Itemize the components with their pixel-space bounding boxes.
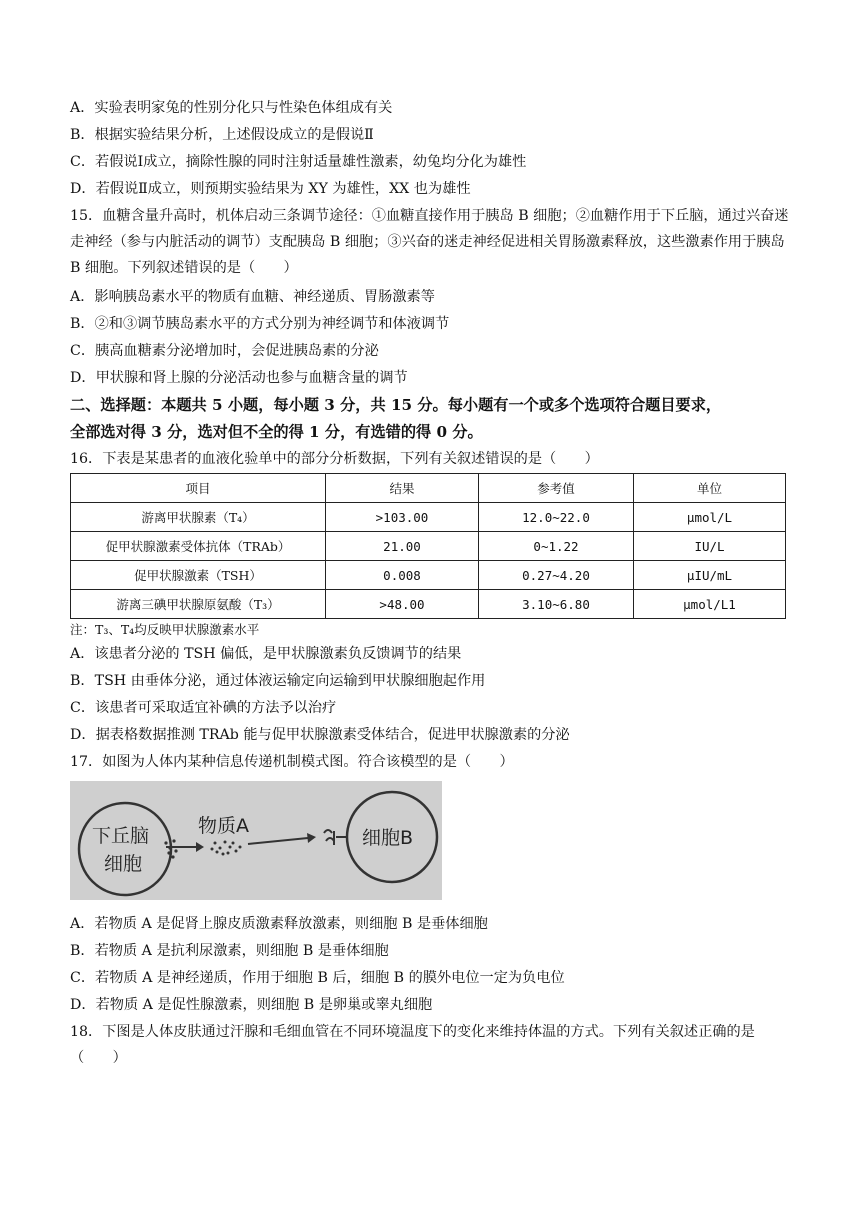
cell-item: 游离甲状腺素（T₄） — [71, 503, 326, 532]
q17-option-c: C．若物质 A 是神经递质，作用于细胞 B 后，细胞 B 的膜外电位一定为负电位 — [70, 970, 565, 986]
q14-option-d: D．若假说Ⅱ成立，则预期实验结果为 XY 为雄性，XX 也为雄性 — [70, 181, 471, 197]
q17-option-b: B．若物质 A 是抗利尿激素，则细胞 B 是垂体细胞 — [70, 943, 389, 959]
cell-reference: 3.10~6.80 — [479, 590, 634, 619]
cell-result: >103.00 — [326, 503, 479, 532]
cell-result: 0.008 — [326, 561, 479, 590]
q14-option-b: B．根据实验结果分析，上述假设成立的是假说Ⅱ — [70, 127, 374, 143]
cell-reference: 0~1.22 — [479, 532, 634, 561]
transport-arrow — [248, 838, 308, 844]
label-hypothalamus: 下丘脑 — [92, 825, 150, 847]
q16-option-d: D．据表格数据推测 TRAb 能与促甲状腺激素受体结合，促进甲状腺激素的分泌 — [70, 727, 570, 743]
cell-unit: μIU/mL — [634, 561, 786, 590]
q14-option-c: C．若假说Ⅰ成立，摘除性腺的同时注射适量雄性激素，幼兔均分化为雄性 — [70, 154, 527, 170]
cell-reference: 12.0~22.0 — [479, 503, 634, 532]
section-heading-line1: 二、选择题：本题共 5 小题，每小题 3 分，共 15 分。每小题有一个或多个选项符合题目要求， — [70, 396, 722, 414]
table-note: 注：T₃、T₄均反映甲状腺激素水平 — [70, 622, 260, 637]
col-header-item: 项目 — [71, 474, 326, 503]
cell-reference: 0.27~4.20 — [479, 561, 634, 590]
label-cell-b: 细胞B — [362, 827, 414, 849]
q17-stem: 17．如图为人体内某种信息传递机制模式图。符合该模型的是（ ） — [70, 754, 514, 770]
q18-stem: 18．下图是人体皮肤通过汗腺和毛细血管在不同环境温度下的变化来维持体温的方式。下列有关叙述正确的是（ ） — [70, 1024, 755, 1066]
col-header-unit: 单位 — [634, 474, 786, 503]
q16-stem: 16．下表是某患者的血液化验单中的部分分析数据，下列有关叙述错误的是（ ） — [70, 451, 599, 467]
cell-item: 游离三碘甲状腺原氨酸（T₃） — [71, 590, 326, 619]
secretion-dots — [164, 839, 241, 858]
table-row — [71, 561, 786, 590]
label-substance-a: 物质A — [198, 815, 249, 837]
q15-stem: 15．血糖含量升高时，机体启动三条调节途径：①血糖直接作用于胰岛 B 细胞；②血糖作用于下丘脑，通过兴奋迷走神经（参与内脏活动的调节）支配胰岛 B 细胞；③兴奋的迷走神经促进相关胃肠激素释放，这些激素作用于胰岛 B 细胞。下列叙述错误的是（ ） — [70, 208, 789, 276]
signal-transmission-figure — [70, 781, 442, 900]
table-row — [71, 532, 786, 561]
q15-option-b: B．②和③调节胰岛素水平的方式分别为神经调节和体液调节 — [70, 316, 450, 332]
q16-option-b: B．TSH 由垂体分泌，通过体液运输定向运输到甲状腺细胞起作用 — [70, 673, 486, 689]
table-row — [71, 590, 786, 619]
cell-unit: IU/L — [634, 532, 786, 561]
q14-option-a: A．实验表明家兔的性别分化只与性染色体组成有关 — [70, 100, 393, 116]
cell-unit: μmol/L — [634, 503, 786, 532]
q15-option-a: A．影响胰岛素水平的物质有血糖、神经递质、胃肠激素等 — [70, 289, 435, 305]
lab-results-table — [70, 473, 786, 619]
receptor-icon — [324, 830, 346, 845]
label-cell: 细胞 — [104, 853, 143, 875]
q17-option-d: D．若物质 A 是促性腺激素，则细胞 B 是卵巢或睾丸细胞 — [70, 997, 433, 1013]
cell-result: >48.00 — [326, 590, 479, 619]
cell-item: 促甲状腺激素受体抗体（TRAb） — [71, 532, 326, 561]
q16-option-c: C．该患者可采取适宜补碘的方法予以治疗 — [70, 700, 337, 716]
table-row — [71, 503, 786, 532]
q17-option-a: A．若物质 A 是促肾上腺皮质激素释放激素，则细胞 B 是垂体细胞 — [70, 916, 488, 932]
q16-option-a: A．该患者分泌的 TSH 偏低，是甲状腺激素负反馈调节的结果 — [70, 646, 462, 662]
cell-result: 21.00 — [326, 532, 479, 561]
section-heading-line2: 全部选对得 3 分，选对但不全的得 1 分，有选错的得 0 分。 — [70, 423, 483, 441]
cell-item: 促甲状腺激素（TSH） — [71, 561, 326, 590]
col-header-result: 结果 — [326, 474, 479, 503]
q15-option-d: D．甲状腺和肾上腺的分泌活动也参与血糖含量的调节 — [70, 370, 408, 386]
table-header-row — [71, 474, 786, 503]
q15-option-c: C．胰高血糖素分泌增加时，会促进胰岛素的分泌 — [70, 343, 379, 359]
col-header-reference: 参考值 — [479, 474, 634, 503]
cell-unit: μmol/L1 — [634, 590, 786, 619]
